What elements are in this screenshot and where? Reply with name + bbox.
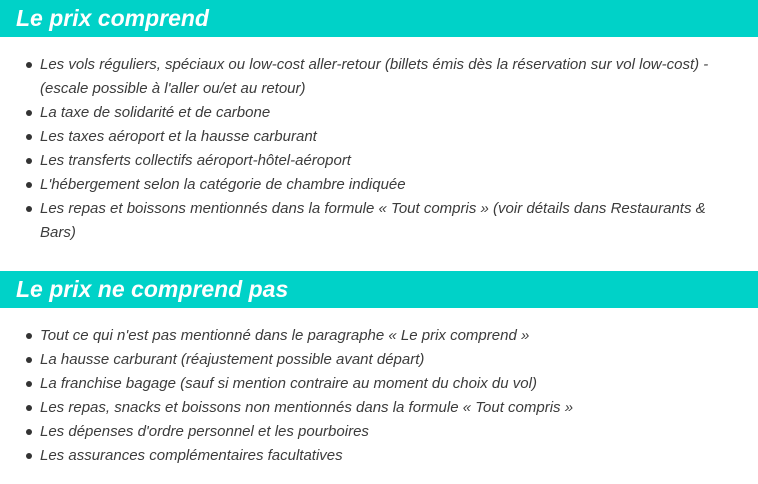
bullet-icon	[26, 206, 32, 212]
list-item	[0, 53, 758, 101]
bullet-icon	[26, 429, 32, 435]
list-item	[0, 324, 758, 348]
bullet-icon	[26, 158, 32, 164]
list-item-text: Les repas, snacks et boissons non mentionnés dans la formule « Tout compris »	[40, 399, 574, 416]
excluded-list	[0, 324, 758, 468]
list-item-text: Les taxes aéroport et la hausse carburant	[40, 128, 317, 145]
bullet-icon	[26, 333, 32, 339]
section-title-included: Le prix comprend	[0, 0, 758, 37]
bullet-icon	[26, 110, 32, 116]
list-item	[0, 101, 758, 125]
list-item	[0, 149, 758, 173]
list-item-text: La hausse carburant (réajustement possible avant départ)	[40, 351, 425, 368]
bullet-icon	[26, 134, 32, 140]
list-item-text: Les transferts collectifs aéroport-hôtel-aéroport	[40, 152, 351, 169]
bullet-icon	[26, 453, 32, 459]
list-item	[0, 197, 758, 245]
list-item-text: La franchise bagage (sauf si mention contraire au moment du choix du vol)	[40, 375, 537, 392]
list-item	[0, 173, 758, 197]
list-item	[0, 396, 758, 420]
section-title-excluded: Le prix ne comprend pas	[0, 271, 758, 308]
list-item	[0, 372, 758, 396]
list-item-text: Les repas et boissons mentionnés dans la formule « Tout compris » (voir détails dans Restaurants & Bars)	[40, 200, 706, 241]
bullet-icon	[26, 405, 32, 411]
list-item	[0, 420, 758, 444]
list-item-text: Tout ce qui n'est pas mentionné dans le paragraphe « Le prix comprend »	[40, 327, 530, 344]
list-item-text: Les dépenses d'ordre personnel et les pourboires	[40, 423, 369, 440]
bullet-icon	[26, 62, 32, 68]
bullet-icon	[26, 182, 32, 188]
list-item-text: Les assurances complémentaires facultatives	[40, 447, 343, 464]
list-item	[0, 348, 758, 372]
list-item	[0, 125, 758, 149]
list-item-text: L'hébergement selon la catégorie de chambre indiquée	[40, 176, 406, 193]
list-item-text: Les vols réguliers, spéciaux ou low-cost aller-retour (billets émis dès la réservation sur vol low-cost) - (escale possible à l'aller ou/et au retour)	[40, 56, 709, 97]
list-item	[0, 444, 758, 468]
list-item-text: La taxe de solidarité et de carbone	[40, 104, 271, 121]
bullet-icon	[26, 357, 32, 363]
included-list	[0, 53, 758, 245]
bullet-icon	[26, 381, 32, 387]
